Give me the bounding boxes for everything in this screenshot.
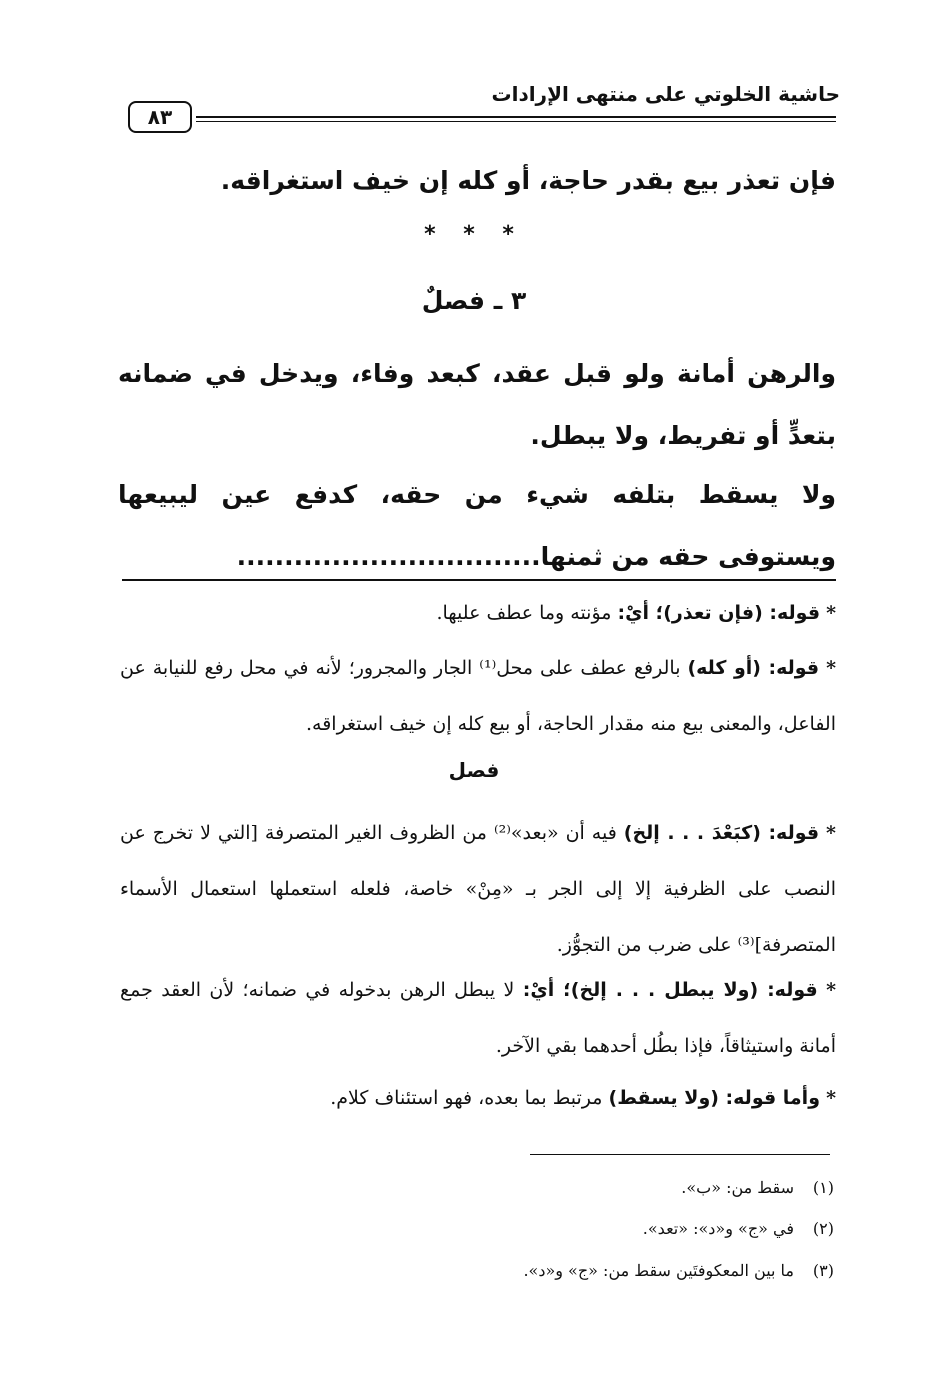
page-number: ٨٣	[128, 101, 192, 133]
running-title: حاشية الخلوتي على منتهى الإرادات	[491, 82, 840, 106]
footnote-text: سقط من: «ب».	[681, 1178, 794, 1197]
footnote-1	[334, 1178, 834, 1197]
note-lemma: قوله: (أو كله)	[687, 657, 820, 679]
footnote-rule	[530, 1154, 830, 1155]
text-commentary-divider	[122, 579, 836, 581]
note-body: مرتبط بما بعده، فهو استئناف كلام.	[330, 1087, 603, 1109]
footnote-number: (٢)	[812, 1219, 834, 1238]
note-lemma: قوله: (ولا يبطل . . . إلخ)؛ أيْ:	[522, 979, 818, 1001]
commentary-note-3	[120, 805, 836, 973]
section-heading: ٣ ـ فصلٌ	[421, 286, 527, 315]
footnote-2	[334, 1219, 834, 1238]
matn-paragraph-2: والرهن أمانة ولو قبل عقد، كبعد وفاء، ويدخل في ضمانه بتعدٍّ أو تفريط، ولا يبطل.	[118, 359, 836, 450]
commentary-note-2	[120, 640, 836, 752]
note-lemma: قوله: (كبَعْدَ . . . إلخ)	[623, 822, 820, 844]
footnote-number: (٣)	[812, 1261, 834, 1280]
commentary-note-4	[120, 962, 836, 1074]
note-star: *	[826, 602, 836, 624]
section-separator: * * *	[424, 222, 524, 247]
note-star: *	[826, 822, 836, 844]
dot-leader: ................................	[236, 542, 541, 571]
note-lemma: وأما قوله: (ولا يسقط)	[608, 1087, 821, 1109]
note-star: *	[826, 1087, 836, 1109]
note-body: فيه أن «بعد»⁽²⁾ من الظروف الغير المتصرفة [التي لا تخرج عن النصب على الظرفية إلا إلى الجر بـ «مِنْ» خاصة، فلعله استعملها استعمال الأسماء المتصرفة]⁽³⁾ على ضرب من التجوُّز.	[120, 822, 836, 956]
footnote-text: ما بين المعكوفتَين سقط من: «ج» و«د».	[523, 1261, 794, 1280]
note-body: بالرفع عطف على محل⁽¹⁾ الجار والمجرور؛ لأنه في محل رفع للنيابة عن الفاعل، والمعنى بيع منه مقدار الحاجة، أو بيع كله إن خيف استغراقه.	[120, 657, 836, 735]
note-body: مؤنته وما عطف عليها.	[436, 602, 612, 624]
matn-paragraph-3	[118, 464, 836, 588]
footnote-number: (١)	[812, 1178, 834, 1197]
note-star: *	[826, 979, 836, 1001]
commentary-section-heading: فصل	[448, 758, 500, 782]
matn-paragraph-3-text: ولا يسقط بتلفه شيء من حقه، كدفع عين ليبيعها ويستوفى حقه من ثمنها	[118, 480, 836, 571]
note-body: لا يبطل الرهن بدخوله في ضمانه؛ لأن العقد جمع أمانة واستيثاقاً، فإذا بطُل أحدهما بقي الآخر.	[120, 979, 836, 1057]
matn-paragraph-1: فإن تعذر بيع بقدر حاجة، أو كله إن خيف استغراقه.	[220, 166, 836, 195]
commentary-note-1	[120, 585, 836, 641]
footnote-3	[334, 1261, 834, 1280]
header-rule	[196, 116, 836, 122]
note-star: *	[826, 657, 837, 679]
footnote-text: في «ج» و«د»: «تعد».	[642, 1219, 794, 1238]
note-lemma: قوله: (فإن تعذر)؛ أيْ:	[617, 602, 821, 624]
commentary-note-5	[120, 1070, 836, 1126]
